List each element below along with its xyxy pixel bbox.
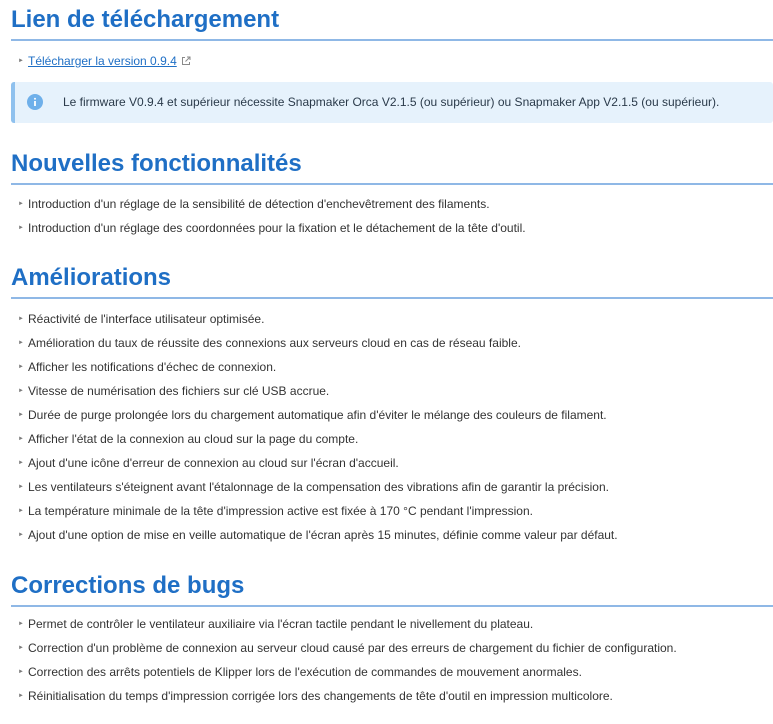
item-text: Ajout d'une icône d'erreur de connexion au cloud sur l'écran d'accueil. (28, 456, 399, 470)
list-item (11, 475, 773, 499)
list-item (11, 331, 773, 355)
item-text: Correction d'un problème de connexion au serveur cloud causé par des erreurs de chargement du fichier de configuration. (28, 641, 677, 655)
bullet-icon: ► (18, 484, 24, 490)
improvements-section (11, 264, 773, 299)
item-text: Durée de purge prolongée lors du chargement automatique afin d'éviter le mélange des couleurs de filament. (28, 408, 607, 422)
item-text: Introduction d'un réglage des coordonnées pour la fixation et le détachement de la tête d'outil. (28, 221, 526, 235)
download-section (11, 6, 773, 41)
features-list (11, 192, 773, 240)
bullet-icon: ► (18, 412, 24, 418)
bullet-icon: ► (18, 669, 24, 675)
info-icon (27, 94, 43, 110)
bugfixes-list (11, 612, 773, 708)
item-text: Réinitialisation du temps d'impression corrigée lors des changements de tête d'outil en impression multicolore. (28, 689, 613, 703)
item-text: Ajout d'une option de mise en veille automatique de l'écran après 15 minutes, définie comme valeur par défaut. (28, 528, 618, 542)
improvements-title: Améliorations (11, 264, 773, 299)
list-item (11, 451, 773, 475)
bullet-icon: ► (18, 340, 24, 346)
features-section (11, 150, 773, 185)
item-text: Afficher les notifications d'échec de connexion. (28, 360, 277, 374)
bullet-icon: ► (18, 388, 24, 394)
download-link-label: Télécharger la version 0.9.4 (28, 54, 177, 68)
bullet-icon: ► (18, 225, 24, 231)
notice-text: Le firmware V0.9.4 et supérieur nécessite Snapmaker Orca V2.1.5 (ou supérieur) ou Snapmaker App V2.1.5 (ou supérieur). (63, 95, 720, 109)
list-item (11, 636, 773, 660)
firmware-notice (11, 82, 773, 123)
list-item (11, 216, 773, 240)
list-item (11, 307, 773, 331)
item-text: Permet de contrôler le ventilateur auxiliaire via l'écran tactile pendant le nivellement du plateau. (28, 617, 534, 631)
improvements-list (11, 307, 773, 547)
item-text: Réactivité de l'interface utilisateur optimisée. (28, 312, 265, 326)
list-item (11, 684, 773, 708)
bullet-icon: ► (18, 645, 24, 651)
bullet-icon: ► (18, 460, 24, 466)
list-item (11, 612, 773, 636)
list-item (11, 192, 773, 216)
bullet-icon: ► (18, 532, 24, 538)
features-title: Nouvelles fonctionnalités (11, 150, 773, 185)
download-list (11, 49, 773, 73)
bullet-icon: ► (18, 316, 24, 322)
list-item (11, 499, 773, 523)
item-text: Les ventilateurs s'éteignent avant l'étalonnage de la compensation des vibrations afin de garantir la précision. (28, 480, 609, 494)
bullet-icon: ► (18, 621, 24, 627)
bullet-icon: ► (18, 436, 24, 442)
list-item (11, 379, 773, 403)
list-item (11, 355, 773, 379)
item-text: La température minimale de la tête d'impression active est fixée à 170 °C pendant l'impression. (28, 504, 533, 518)
list-item (11, 49, 773, 73)
item-text: Amélioration du taux de réussite des connexions aux serveurs cloud en cas de réseau faible. (28, 336, 521, 350)
bullet-icon: ► (18, 364, 24, 370)
item-text: Introduction d'un réglage de la sensibilité de détection d'enchevêtrement des filaments. (28, 197, 490, 211)
bullet-icon: ► (18, 508, 24, 514)
list-item (11, 523, 773, 547)
bullet-icon: ► (18, 58, 24, 64)
item-text: Vitesse de numérisation des fichiers sur clé USB accrue. (28, 384, 330, 398)
external-link-icon[interactable] (181, 50, 191, 74)
bugfixes-title: Corrections de bugs (11, 572, 773, 607)
download-title: Lien de téléchargement (11, 6, 773, 41)
list-item (11, 403, 773, 427)
item-text: Afficher l'état de la connexion au cloud sur la page du compte. (28, 432, 359, 446)
bullet-icon: ► (18, 201, 24, 207)
list-item (11, 427, 773, 451)
item-text: Correction des arrêts potentiels de Klipper lors de l'exécution de commandes de mouvement anormales. (28, 665, 582, 679)
bugfixes-section (11, 572, 773, 607)
download-link[interactable] (28, 54, 177, 68)
list-item (11, 660, 773, 684)
bullet-icon: ► (18, 693, 24, 699)
